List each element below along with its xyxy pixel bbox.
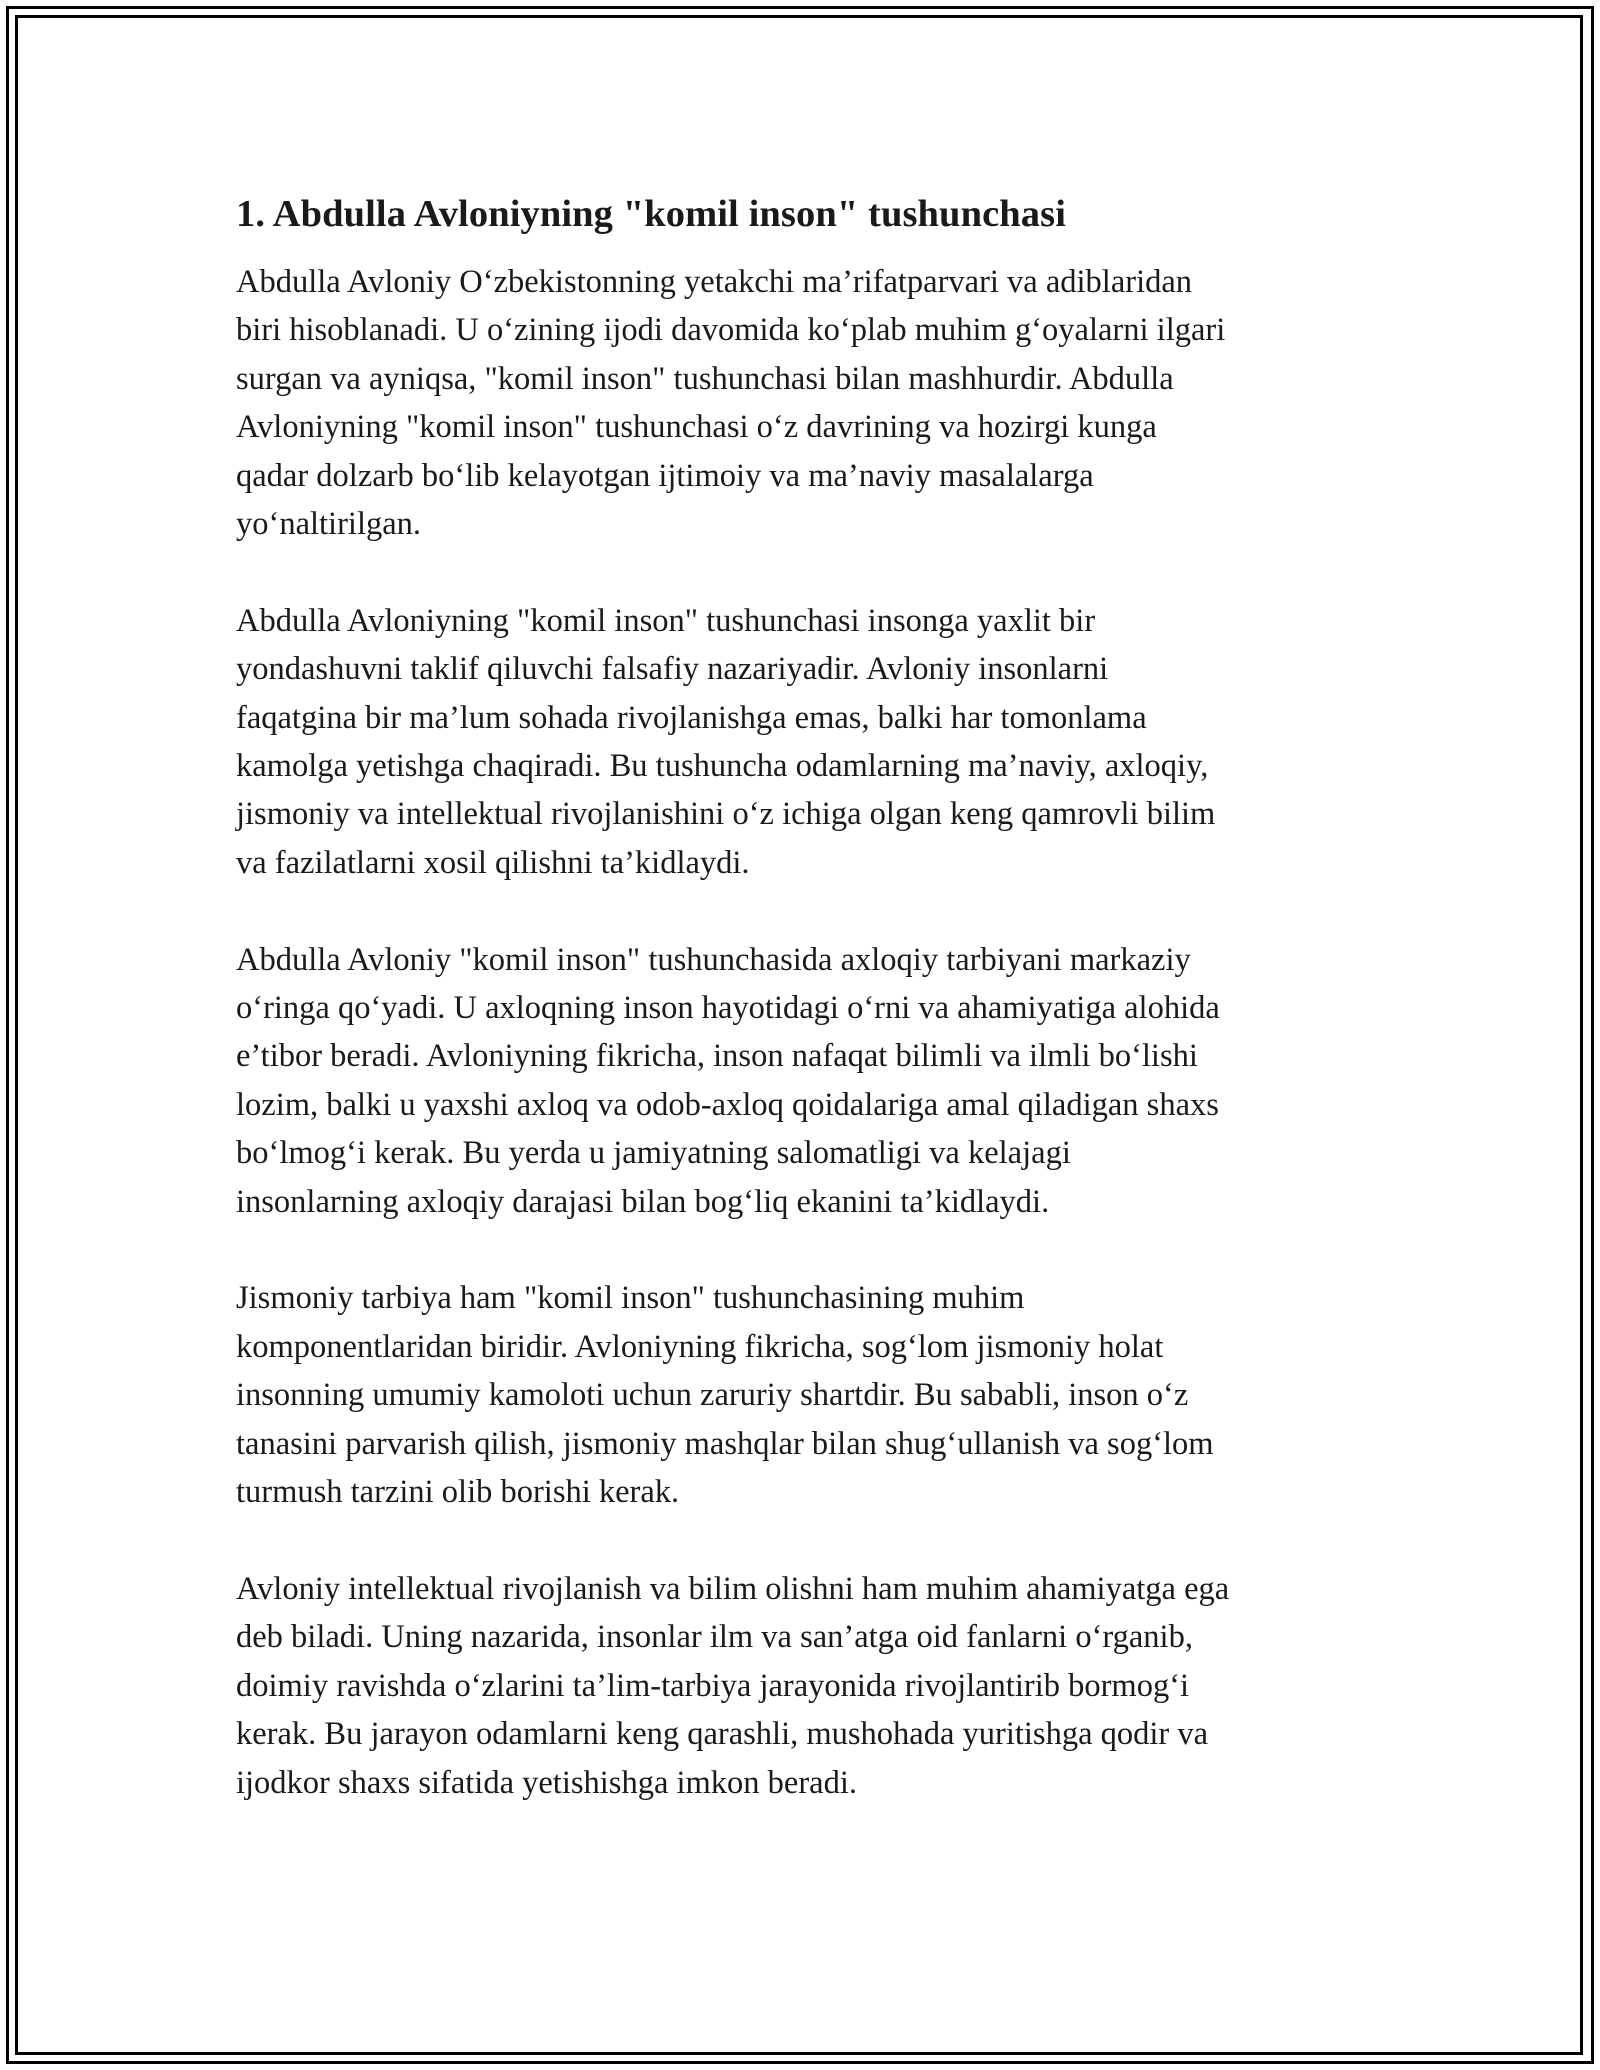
document-body — [236, 188, 1366, 1855]
paragraph-intellectual-development: Avloniy intellektual rivojlanish va bilim olishni ham muhim ahamiyatga ega deb biladi. Uning nazarida, insonlar ilm va san’atga oid fanlarni o‘rganib, doimiy ravishda o‘zlarini ta’lim-tarbiya jarayonida rivojlantirib bormog‘i kerak. Bu jarayon odamlarni keng qarashli, mushohada yuritishga qodir va ijodkor shaxs sifatida yetishishga imkon beradi. — [236, 1570, 1230, 1801]
paragraph-moral-education: Abdulla Avloniy "komil inson" tushunchasida axloqiy tarbiyani markaziy o‘ringa qo‘yadi. U axloqning inson hayotidagi o‘rni va ahamiyatiga alohida e’tibor beradi. Avloniyning fikricha, inson nafaqat bilimli va ilmli bo‘lishi lozim, balki u yaxshi axloq va odob-axloq qoidalariga amal qiladigan shaxs bo‘lmog‘i kerak. Bu yerda u jamiyatning salomatligi va kelajagi insonlarning axloqiy darajasi bilan bog‘liq ekanini ta’kidlaydi. — [236, 941, 1220, 1220]
paragraph-holistic-approach: Abdulla Avloniyning "komil inson" tushunchasi insonga yaxlit bir yondashuvni taklif qiluvchi falsafiy nazariyadir. Avloniy insonlarni faqatgina bir ma’lum sohada rivojlanishga emas, balki har tomonlama kamolga yetishga chaqiradi. Bu tushuncha odamlarning ma’naviy, axloqiy, jismoniy va intellektual rivojlanishini o‘z ichiga olgan keng qamrovli bilim va fazilatlarni xosil qilishni ta’kidlaydi. — [236, 602, 1216, 881]
paragraph-physical-education: Jismoniy tarbiya ham "komil inson" tushunchasining muhim komponentlaridan biridir. Avloniyning fikricha, sog‘lom jismoniy holat insonning umumiy kamoloti uchun zaruriy shartdir. Bu sababli, inson o‘z tanasini parvarish qilish, jismoniy mashqlar bilan shug‘ullanish va sog‘lom turmush tarzini olib borishi kerak. — [236, 1280, 1214, 1511]
paragraph-intro: Abdulla Avloniy O‘zbekistonning yetakchi ma’rifatparvari va adiblaridan biri hisoblanadi. U o‘zining ijodi davomida ko‘plab muhim g‘oyalarni ilgari surgan va ayniqsa, "komil inson" tushunchasi bilan mashhurdir. Abdulla Avloniyning "komil inson" tushunchasi o‘z davrining va hozirgi kunga qadar dolzarb bo‘lib kelayotgan ijtimoiy va ma’naviy masalalarga yo‘naltirilgan. — [236, 264, 1226, 543]
section-heading: 1. Abdulla Avloniyning "komil inson" tushunchasi — [236, 193, 1067, 235]
